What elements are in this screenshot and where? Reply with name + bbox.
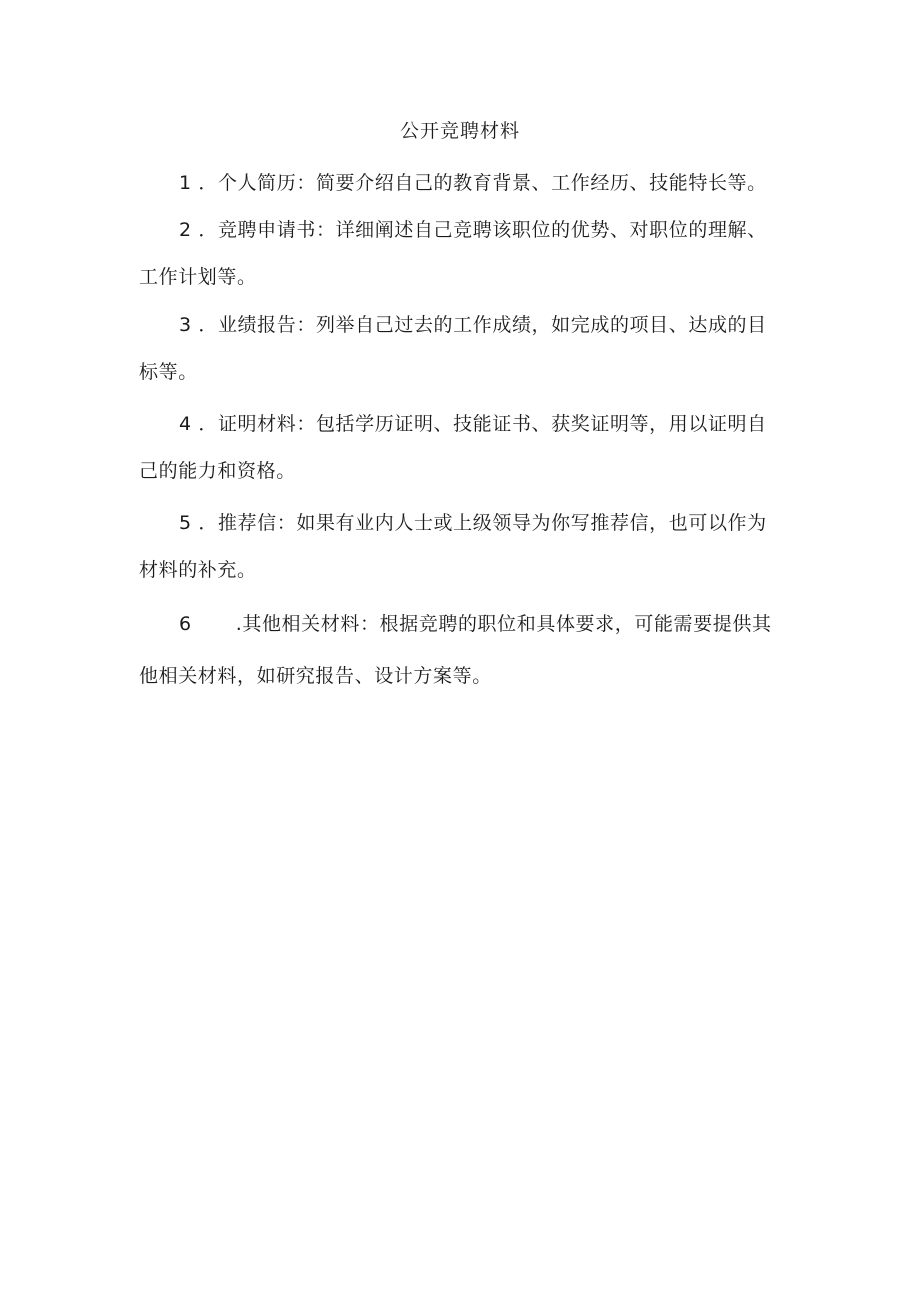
document-title: 公开竞聘材料 xyxy=(399,120,520,142)
item-number: 6 xyxy=(179,613,192,635)
list-item xyxy=(139,207,784,301)
item-number: 1 xyxy=(179,172,192,194)
item-text: .其他相关材料：根据竞聘的职位和具体要求，可能需要提供其他相关材料，如研究报告、设计方案等。 xyxy=(139,613,772,687)
item-number: 4 xyxy=(179,413,192,435)
list-item xyxy=(139,160,784,207)
list-item xyxy=(139,500,784,594)
list-item xyxy=(139,401,784,495)
item-text: ．个人简历：简要介绍自己的教育背景、工作经历、技能特长等。 xyxy=(198,172,767,194)
list-item xyxy=(139,302,784,396)
item-text: ．推荐信：如果有业内人士或上级领导为你写推荐信，也可以作为材料的补充。 xyxy=(139,512,767,581)
item-text: ．业绩报告：列举自己过去的工作成绩，如完成的项目、达成的目标等。 xyxy=(139,314,767,383)
item-number: 5 xyxy=(179,512,192,534)
item-text: ．证明材料：包括学历证明、技能证书、获奖证明等，用以证明自己的能力和资格。 xyxy=(139,413,767,482)
item-number: 2 xyxy=(179,219,192,241)
item-text: ．竞聘申请书：详细阐述自己竞聘该职位的优势、对职位的理解、工作计划等。 xyxy=(139,219,767,288)
item-number: 3 xyxy=(179,314,192,336)
list-item xyxy=(139,598,784,702)
